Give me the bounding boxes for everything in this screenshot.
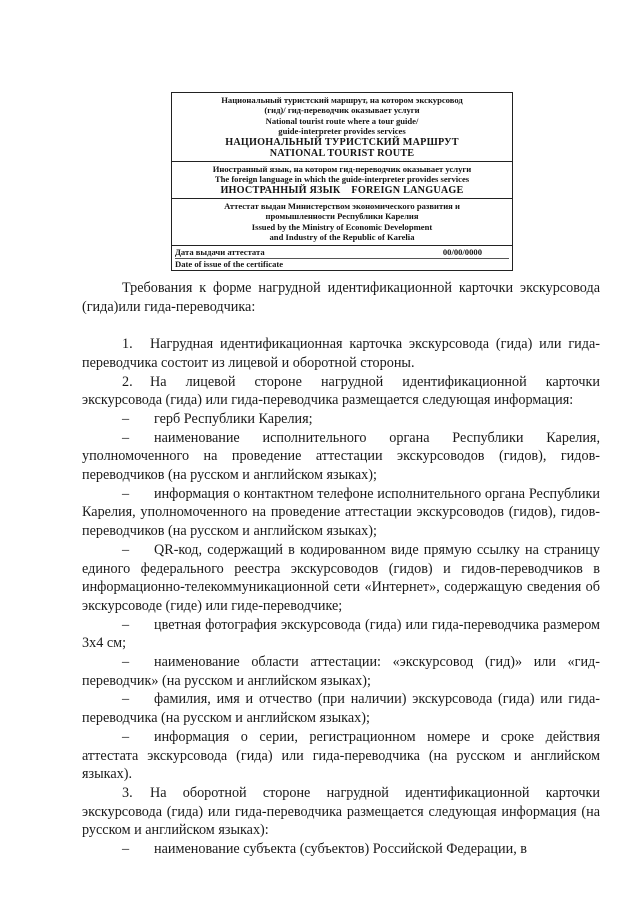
cert-date-value: 00/00/0000 — [442, 246, 482, 257]
cert-route-en-1: National tourist route where a tour guide/ — [265, 115, 419, 126]
cert-route-en-2: guide-interpreter provides services — [278, 126, 406, 137]
cert-issued-ru-2: промышленности Республики Карелия — [265, 211, 419, 222]
item-2-number: 2. — [122, 373, 133, 390]
front-bullet-3 — [82, 485, 600, 541]
cert-route-title-en: NATIONAL TOURIST ROUTE — [269, 147, 415, 159]
cert-route-ru-1: Национальный туристский маршрут, на котором экскурсовод — [221, 95, 463, 105]
front-bullet-5-text: цветная фотография экскурсовода (гида) или гида-переводчика размером 3х4 см; — [82, 616, 600, 652]
cert-lang-en: The foreign language in which the guide-interpreter provides services — [214, 174, 470, 185]
item-1-number: 1. — [122, 336, 133, 353]
cert-route-ru-2: (гид)/ гид-переводчик оказывает услуги — [264, 105, 420, 116]
cert-issued-cell — [172, 199, 512, 246]
item-2 — [82, 373, 600, 410]
item-1-text: Нагрудная идентификационная карточка экскурсовода (гида) или гида-переводчика состоит из лицевой и оборотной стороны. — [82, 336, 600, 371]
bullet-dash: – — [122, 728, 130, 745]
item-3-text: На оборотной стороне нагрудной идентификационной карточки экскурсовода (гида) или гида-переводчика размещается следующая информация (на русском и английском языках): — [82, 784, 600, 839]
requirements-text — [82, 279, 600, 859]
item-2-text: На лицевой стороне нагрудной идентификационной карточки экскурсовода (гида) или гида-переводчика размещается следующая информация: — [82, 373, 600, 409]
front-bullet-4 — [82, 541, 600, 616]
cert-issued-en-1: Issued by the Ministry of Economic Development — [251, 221, 433, 232]
front-bullet-1 — [82, 410, 600, 429]
bullet-dash: – — [122, 691, 130, 708]
cert-date-ru: Дата выдачи аттестата — [175, 246, 265, 257]
bullet-dash: – — [122, 654, 130, 671]
cert-route-title-ru: НАЦИОНАЛЬНЫЙ ТУРИСТСКИЙ МАРШРУТ — [225, 136, 459, 148]
bullet-dash: – — [122, 616, 130, 633]
item-3-number: 3. — [122, 784, 133, 801]
front-bullet-2 — [82, 429, 600, 485]
certificate-table — [171, 92, 513, 271]
front-bullet-1-text: герб Республики Карелия; — [154, 410, 313, 427]
cert-lang-title: ИНОСТРАННЫЙ ЯЗЫК FOREIGN LANGUAGE — [220, 184, 464, 196]
item-1 — [82, 335, 600, 372]
cert-issued-en-2: and Industry of the Republic of Karelia — [269, 232, 415, 243]
front-bullet-5 — [82, 616, 600, 653]
bullet-dash: – — [122, 410, 130, 427]
bullet-dash: – — [122, 485, 130, 502]
front-bullet-7-text: фамилия, имя и отчество (при наличии) экскурсовода (гида) или гида-переводчика (на русском и английском языках); — [82, 691, 600, 727]
front-bullet-8-text: информация о серии, регистрационном номере и сроке действия аттестата экскурсовода (гида) или гида-переводчика (на русском и английском языках). — [82, 728, 600, 783]
front-bullet-7 — [82, 690, 600, 727]
front-bullet-6-text: наименование области аттестации: «экскурсовод (гид)» или «гид-переводчик» (на русском и английском языках); — [82, 654, 600, 689]
cert-route-cell — [172, 93, 512, 162]
front-bullet-2-text: наименование исполнительного органа Республики Карелия, уполномоченного на проведение аттестации экскурсоводов (гидов), гидов-переводчиков (на русском и английском языках); — [82, 429, 600, 484]
requirements-heading: Требования к форме нагрудной идентификационной карточки экскурсовода (гида)или гида-переводчика: — [82, 280, 600, 315]
back-bullet-1-text: наименование субъекта (субъектов) Российской Федерации, в — [154, 841, 528, 858]
bullet-dash: – — [122, 841, 130, 858]
cert-issued-ru-1: Аттестат выдан Министерством экономического развития и — [224, 201, 460, 212]
front-bullet-4-text: QR-код, содержащий в кодированном виде прямую ссылку на страницу единого федерального реестра экскурсоводов (гидов) и гидов-переводчиков в информационно-телекоммуникационной сети «Интернет», содержащую сведения об экскурсоводе (гиде) или гиде-переводчике; — [82, 541, 600, 614]
bullet-dash: – — [122, 541, 130, 558]
cert-date-cell — [172, 246, 512, 271]
front-bullet-3-text: информация о контактном телефоне исполнительного органа Республики Карелия, уполномоченного на проведение аттестации экскурсоводов (гидов), гидов-переводчиков (на русском и английском языках); — [82, 485, 600, 540]
front-bullet-6 — [82, 653, 600, 690]
blank-line — [82, 316, 600, 335]
bullet-dash: – — [122, 429, 130, 446]
cert-language-cell — [172, 162, 512, 199]
front-bullet-8 — [82, 728, 600, 784]
back-bullet-1 — [82, 840, 600, 859]
cert-lang-ru: Иностранный язык, на котором гид-переводчик оказывает услуги — [212, 164, 472, 175]
item-3 — [82, 784, 600, 840]
cert-date-en: Date of issue of the certificate — [175, 258, 509, 269]
